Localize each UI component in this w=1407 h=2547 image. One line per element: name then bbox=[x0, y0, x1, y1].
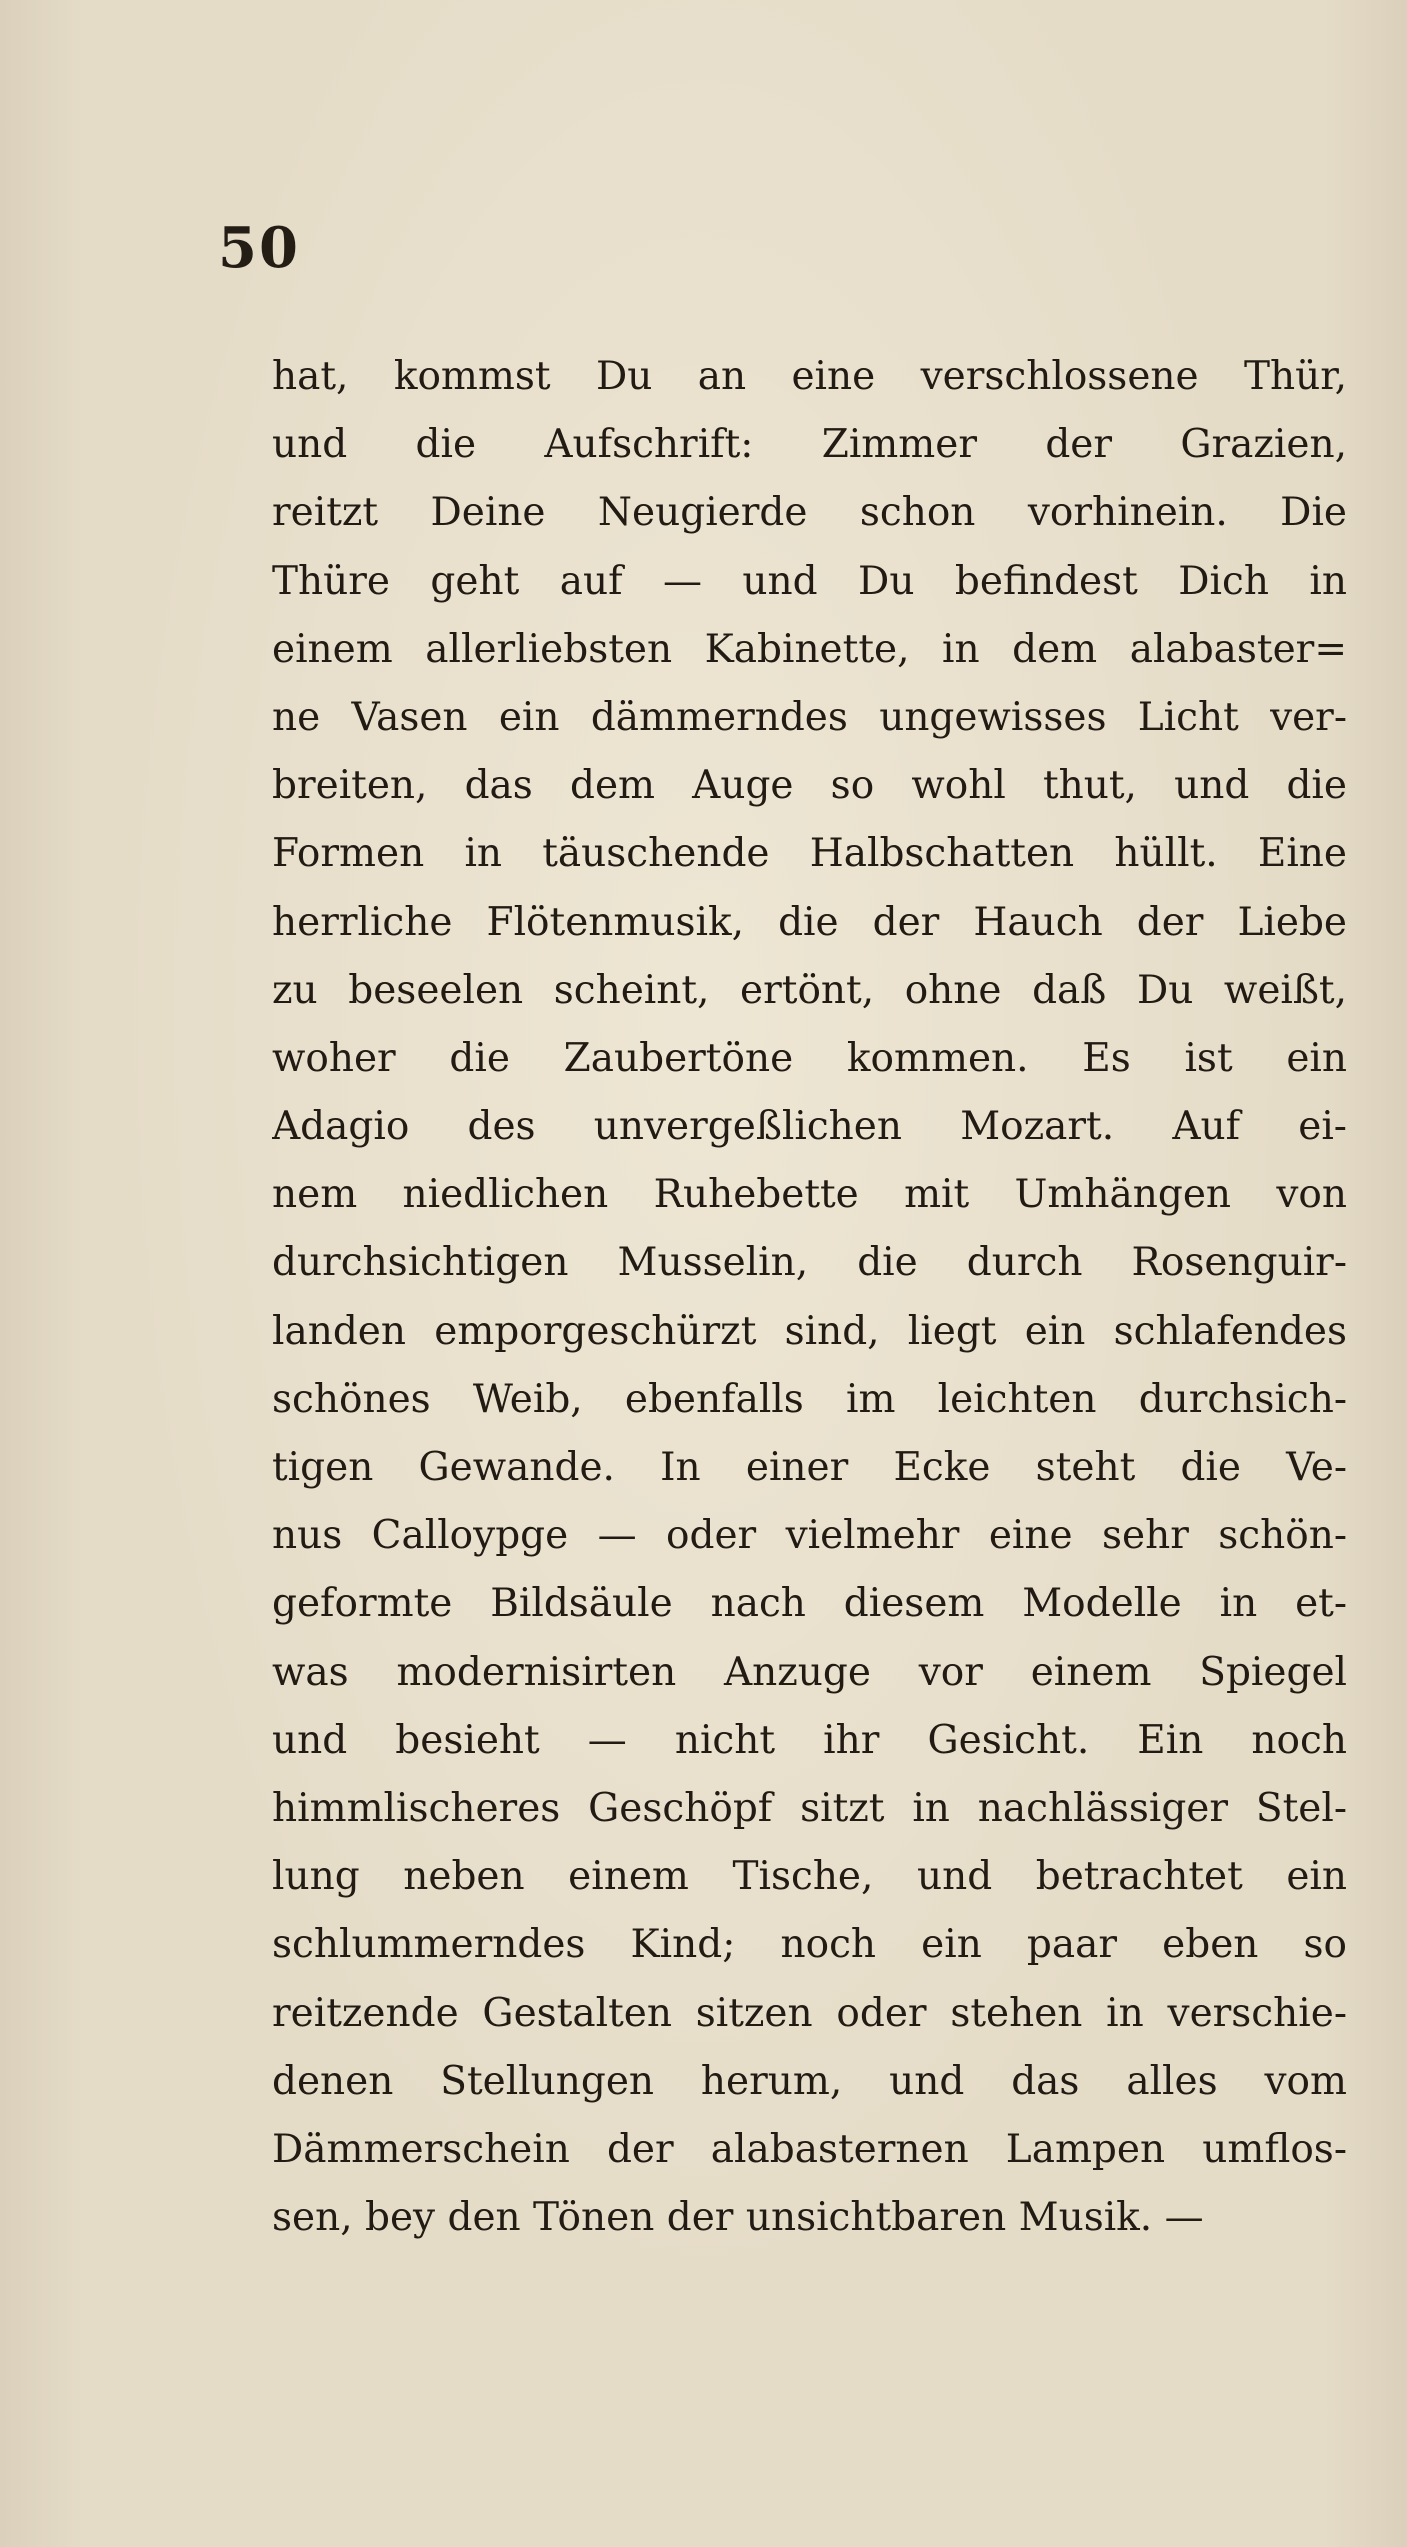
text-line: Formen in täuschende Halbschatten hüllt. Eine bbox=[272, 831, 1347, 877]
text-line: reitzt Deine Neugierde schon vorhinein. Die bbox=[272, 490, 1347, 536]
text-line: himmlischeres Geschöpf sitzt in nachlässiger Stel- bbox=[272, 1785, 1347, 1831]
text-line: und die Aufschrift: Zimmer der Grazien, bbox=[272, 422, 1347, 468]
text-line: einem allerliebsten Kabinette, in dem alabaster= bbox=[272, 626, 1347, 672]
text-line: denen Stellungen herum, und das alles vom bbox=[272, 2058, 1347, 2104]
text-line: zu beseelen scheint, ertönt, ohne daß Du weißt, bbox=[272, 967, 1347, 1013]
text-line: ne Vasen ein dämmerndes ungewisses Licht ver- bbox=[272, 694, 1347, 740]
text-line: nem niedlichen Ruhebette mit Umhängen von bbox=[272, 1172, 1347, 1218]
text-line: schlummerndes Kind; noch ein paar eben so bbox=[272, 1922, 1347, 1968]
text-line: sen, bey den Tönen der unsichtbaren Musik. — bbox=[272, 2195, 1204, 2241]
body-text bbox=[272, 343, 1347, 2252]
text-line: nus Calloypge — oder vielmehr eine sehr schön- bbox=[272, 1513, 1347, 1559]
page-number: 50 bbox=[218, 215, 300, 281]
text-line: und besieht — nicht ihr Gesicht. Ein noch bbox=[272, 1717, 1347, 1763]
text-line: was modernisirten Anzuge vor einem Spiegel bbox=[272, 1649, 1347, 1695]
text-line: Adagio des unvergeßlichen Mozart. Auf ei- bbox=[272, 1104, 1347, 1150]
text-line: Dämmerschein der alabasternen Lampen umflos- bbox=[272, 2126, 1347, 2172]
text-line: breiten, das dem Auge so wohl thut, und die bbox=[272, 763, 1347, 809]
text-line: durchsichtigen Musselin, die durch Rosenguir- bbox=[272, 1240, 1347, 1286]
text-line: hat, kommst Du an eine verschlossene Thür, bbox=[272, 354, 1347, 399]
text-line: lung neben einem Tische, und betrachtet ein bbox=[272, 1854, 1347, 1900]
text-line: tigen Gewande. In einer Ecke steht die Ve- bbox=[272, 1445, 1347, 1490]
text-line: reitzende Gestalten sitzen oder stehen in verschie- bbox=[272, 1990, 1347, 2036]
text-line: landen emporgeschürzt sind, liegt ein schlafendes bbox=[272, 1308, 1347, 1354]
text-line: herrliche Flötenmusik, die der Hauch der Liebe bbox=[272, 899, 1347, 945]
text-line: geformte Bildsäule nach diesem Modelle in et- bbox=[272, 1581, 1347, 1627]
text-line: schönes Weib, ebenfalls im leichten durchsich- bbox=[272, 1376, 1347, 1422]
text-line: woher die Zaubertöne kommen. Es ist ein bbox=[272, 1035, 1347, 1081]
text-line: Thüre geht auf — und Du befindest Dich in bbox=[272, 558, 1347, 604]
